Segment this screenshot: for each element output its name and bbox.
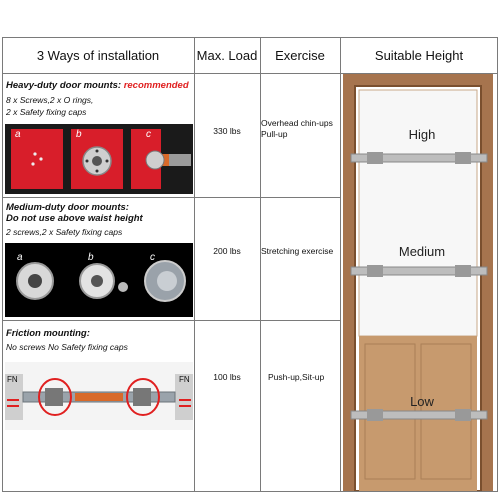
row3-exercise-1: Push-up,Sit-up xyxy=(268,372,325,382)
row3-images xyxy=(5,362,193,430)
row3-line1: No screws No Safety fixing caps xyxy=(6,342,128,352)
row3-load: 100 lbs xyxy=(213,372,241,382)
row1-line1: 8 x Screws,2 x O rings, xyxy=(6,95,94,105)
row2-load: 200 lbs xyxy=(213,246,241,256)
row1-letter-b: b xyxy=(76,129,82,140)
height-high-label: High xyxy=(408,127,436,142)
grid-line-bottom xyxy=(2,491,498,492)
height-medium-label: Medium xyxy=(398,244,446,259)
grid-line-row2 xyxy=(2,320,340,321)
row1-letter-c: c xyxy=(146,129,151,140)
row2-letter-c: c xyxy=(150,252,155,263)
grid-line-row1 xyxy=(2,197,340,198)
header-exercise: Exercise xyxy=(275,47,325,63)
grid-line-c1 xyxy=(194,37,195,492)
header-installation: 3 Ways of installation xyxy=(36,47,160,63)
grid-line-right xyxy=(497,37,498,492)
bar-high xyxy=(351,152,487,164)
row1-title: Heavy-duty door mounts: recommended xyxy=(6,80,189,91)
row3-force-right: FN xyxy=(179,375,190,384)
recommended-flag: recommended xyxy=(123,80,189,91)
bar-low xyxy=(351,409,487,421)
row2-letter-b: b xyxy=(88,252,94,263)
row1-letter-a: a xyxy=(15,129,21,140)
row2-images xyxy=(5,243,193,317)
height-low-label: Low xyxy=(410,394,434,409)
row2-title2: Do not use above waist height xyxy=(6,213,143,224)
header-max-load: Max. Load xyxy=(196,47,258,63)
row3-force-left: FN xyxy=(7,375,18,384)
grid-line-c2 xyxy=(260,37,261,492)
row2-line1: 2 screws,2 x Safety fixing caps xyxy=(6,227,123,237)
row3-title: Friction mounting: xyxy=(6,328,90,339)
header-suitable-height: Suitable Height xyxy=(374,47,464,63)
grid-line-top xyxy=(2,37,498,38)
row2-title: Medium-duty door mounts: xyxy=(6,202,129,213)
bar-medium xyxy=(351,265,487,277)
row2-exercise-1: Stretching exercise xyxy=(261,246,334,256)
row1-exercise-2: Pull-up xyxy=(261,129,288,139)
grid-line-left xyxy=(2,37,3,492)
row1-images xyxy=(5,124,193,194)
row1-exercise-1: Overhead chin-ups xyxy=(261,118,333,128)
row1-line2: 2 x Safety fixing caps xyxy=(6,107,87,117)
row2-letter-a: a xyxy=(17,252,23,263)
row1-load: 330 lbs xyxy=(213,126,241,136)
